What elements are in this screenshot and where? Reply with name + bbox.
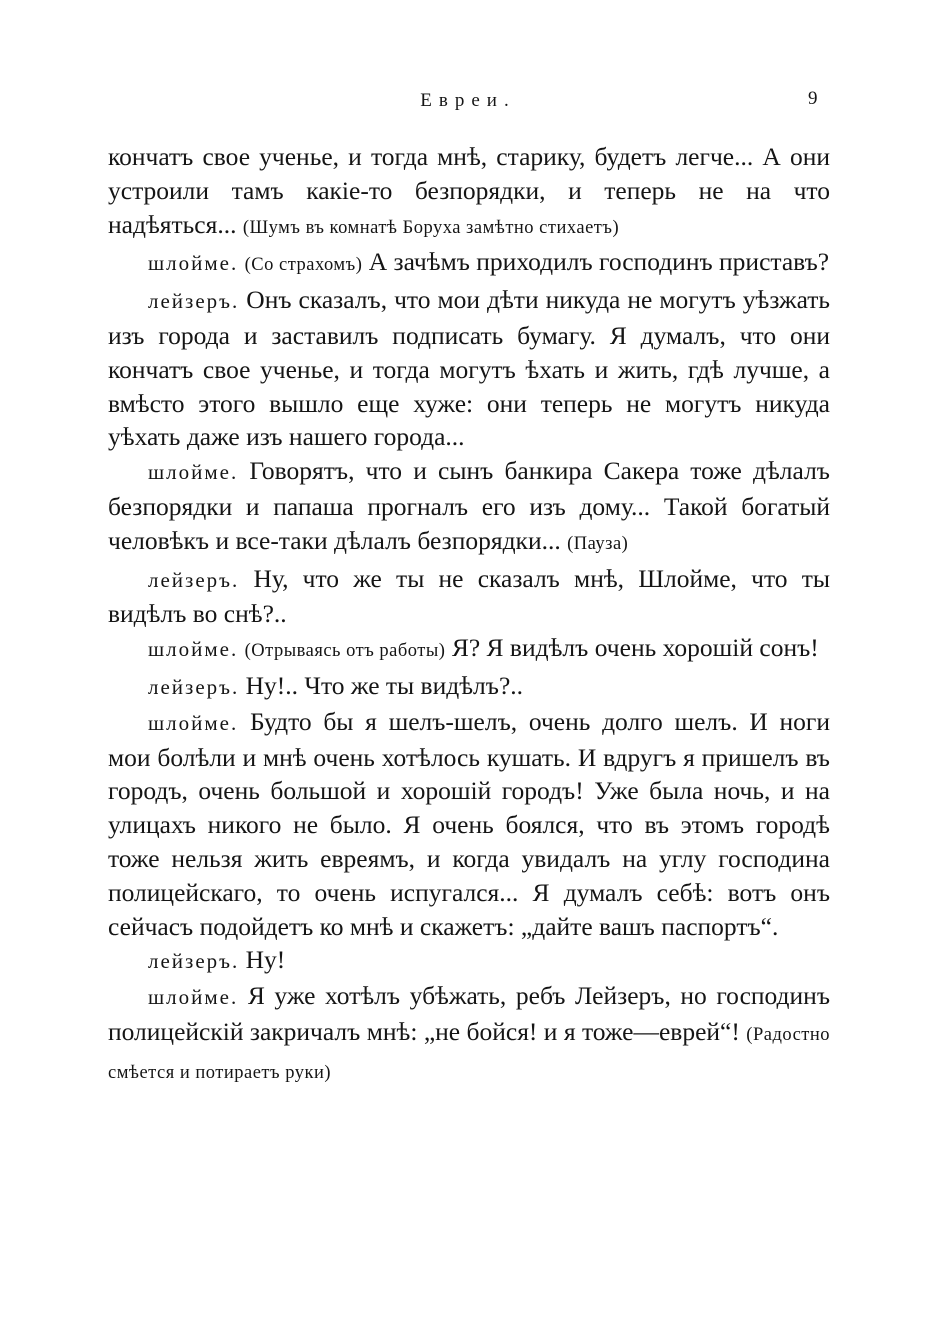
dialogue-text: кончатъ свое ученье, и тогда мнѣ, старику, будетъ легче... А они устроили тамъ какіе-то безпорядки, и теперь не на что надѣяться... [108, 142, 830, 239]
dialogue-text: А зачѣмъ приходилъ господинъ приставъ? [368, 247, 830, 277]
stage-direction: (Пауза) [567, 533, 629, 554]
dialogue-text: Ну!.. Что же ты видѣлъ?.. [245, 670, 524, 700]
speech-leizer-1 [108, 283, 830, 454]
speaker-name: лейзеръ. [148, 949, 240, 974]
dialogue-text: Говорятъ, что и сынъ банкира Сакера тоже дѣлалъ безпорядки и папаша прогналъ его изъ дому... Такой богатый человѣкъ и все-таки дѣлалъ безпорядки... [108, 456, 830, 555]
stage-direction: (Отрываясь отъ работы) [244, 641, 446, 662]
stage-direction: (Радостно смѣется и потираетъ руки) [108, 1024, 831, 1083]
speaker-name: шлойме. [148, 251, 239, 276]
speaker-name: шлойме. [148, 637, 239, 662]
speech-leizer-4 [108, 943, 830, 979]
speech-shloime-1 [108, 245, 830, 283]
speaker-name: лейзеръ. [148, 674, 240, 699]
dialogue-text: Я уже хотѣлъ убѣжать, ребъ Лейзеръ, но господинъ полицейскій закричалъ мнѣ: „не бойся! и я тоже—еврей“! [108, 981, 830, 1046]
dialogue-text: Будто бы я шелъ-шелъ, очень долго шелъ. И ноги мои болѣли и мнѣ очень хотѣлось кушать. И вдругъ я пришелъ въ городъ, очень большой и хорошій городъ! Уже была ночь, и на улицахъ никого не было. Я очень боялся, что въ этомъ городѣ тоже нельзя жить евреямъ, и когда увидалъ на углу господина полицейскаго, то очень испугался... Я думалъ себѣ: вотъ онъ сейчасъ подойдетъ ко мнѣ и скажетъ: „дайте вашъ паспортъ“. [108, 706, 831, 941]
speaker-name: лейзеръ. [148, 567, 240, 592]
speaker-name: шлойме. [148, 710, 239, 735]
speaker-name: лейзеръ. [148, 289, 240, 314]
speech-shloime-2 [108, 454, 830, 561]
speech-shloime-3 [108, 631, 830, 669]
speaker-name: шлойме. [148, 460, 239, 485]
speech-shloime-4 [108, 705, 830, 944]
stage-direction: (Со страхомъ) [244, 255, 363, 276]
dialogue-text: Ну, что же ты не сказалъ мнѣ, Шлойме, что ты видѣлъ во снѣ?.. [108, 563, 830, 629]
dialogue-text: Ну! [245, 945, 286, 975]
dialogue-text: Я? Я видѣлъ очень хорошій сонъ! [451, 633, 819, 663]
speaker-name: шлойме. [148, 985, 239, 1010]
running-title: Евреи. [420, 90, 516, 111]
play-text [108, 140, 830, 1091]
page-number: 9 [808, 88, 818, 109]
speech-leizer-3 [108, 669, 830, 705]
dialogue-text: Онъ сказалъ, что мои дѣти никуда не могутъ уѣзжать изъ города и заставилъ подписать бумагу. Я думалъ, что они кончатъ свое ученье, и тогда могутъ ѣхать и жить, гдѣ лучше, а вмѣсто этого вышло еще хуже: они теперь не могутъ никуда уѣхать даже изъ нашего города... [108, 285, 831, 452]
speech-shloime-5 [108, 979, 830, 1090]
paragraph-continuation [108, 140, 830, 245]
speech-leizer-2 [108, 562, 830, 632]
stage-direction: (Шумъ въ комнатѣ Боруха замѣтно стихаетъ) [242, 217, 620, 238]
